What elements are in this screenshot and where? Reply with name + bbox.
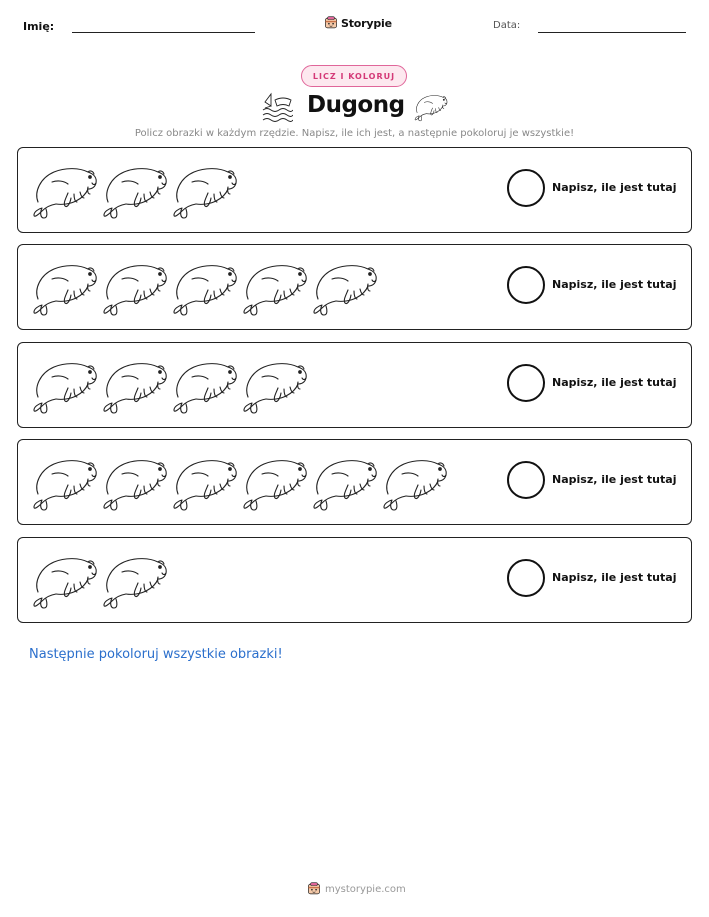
name-line — [72, 32, 255, 33]
dugong-icon — [100, 353, 170, 419]
dugong-title-icon — [413, 90, 449, 124]
counting-row — [17, 244, 692, 330]
dugong-icon — [30, 548, 100, 614]
dugong-icon — [100, 255, 170, 321]
page-title: Dugong — [307, 92, 405, 118]
answer-label: Napisz, ile jest tutaj — [552, 473, 677, 486]
dugong-icon — [30, 255, 100, 321]
date-line — [538, 32, 686, 33]
instructions: Policz obrazki w każdym rzędzie. Napisz, ile ich jest, a następnie pokoloruj je wszystkie! — [134, 128, 575, 139]
dugong-group — [30, 548, 170, 614]
answer-circle[interactable] — [507, 364, 545, 402]
dugong-icon — [30, 158, 100, 224]
dugong-icon — [100, 548, 170, 614]
dugong-icon — [100, 450, 170, 516]
sea-scene-icon — [261, 92, 293, 122]
answer-label: Napisz, ile jest tutaj — [552, 376, 677, 389]
answer-label: Napisz, ile jest tutaj — [552, 571, 677, 584]
dugong-group — [30, 450, 450, 516]
title-row — [0, 90, 709, 126]
answer-label: Napisz, ile jest tutaj — [552, 181, 677, 194]
activity-badge: LICZ I KOLORUJ — [301, 65, 407, 87]
worksheet-header — [0, 0, 709, 50]
dugong-icon — [30, 450, 100, 516]
counting-row — [17, 537, 692, 623]
dugong-icon — [30, 353, 100, 419]
dugong-icon — [170, 158, 240, 224]
dugong-icon — [170, 255, 240, 321]
dugong-icon — [100, 158, 170, 224]
answer-circle[interactable] — [507, 559, 545, 597]
dugong-icon — [380, 450, 450, 516]
answer-circle[interactable] — [507, 169, 545, 207]
footer-note: Następnie pokoloruj wszystkie obrazki! — [29, 647, 283, 662]
dugong-group — [30, 158, 240, 224]
counting-row — [17, 439, 692, 525]
counting-row — [17, 147, 692, 233]
pie-mascot-icon — [307, 882, 321, 896]
dugong-icon — [240, 255, 310, 321]
footer-url: mystorypie.com — [325, 883, 406, 895]
footer-brand — [307, 880, 406, 898]
brand-name: Storypie — [341, 16, 392, 30]
dugong-group — [30, 353, 310, 419]
name-label: Imię: — [23, 20, 55, 33]
answer-circle[interactable] — [507, 461, 545, 499]
dugong-icon — [310, 255, 380, 321]
dugong-icon — [170, 450, 240, 516]
dugong-icon — [170, 353, 240, 419]
answer-label: Napisz, ile jest tutaj — [552, 278, 677, 291]
answer-circle[interactable] — [507, 266, 545, 304]
dugong-icon — [240, 353, 310, 419]
dugong-icon — [310, 450, 380, 516]
brand-logo — [324, 13, 392, 33]
date-label: Data: — [493, 20, 521, 31]
counting-row — [17, 342, 692, 428]
dugong-group — [30, 255, 380, 321]
dugong-icon — [240, 450, 310, 516]
pie-mascot-icon — [324, 16, 338, 30]
